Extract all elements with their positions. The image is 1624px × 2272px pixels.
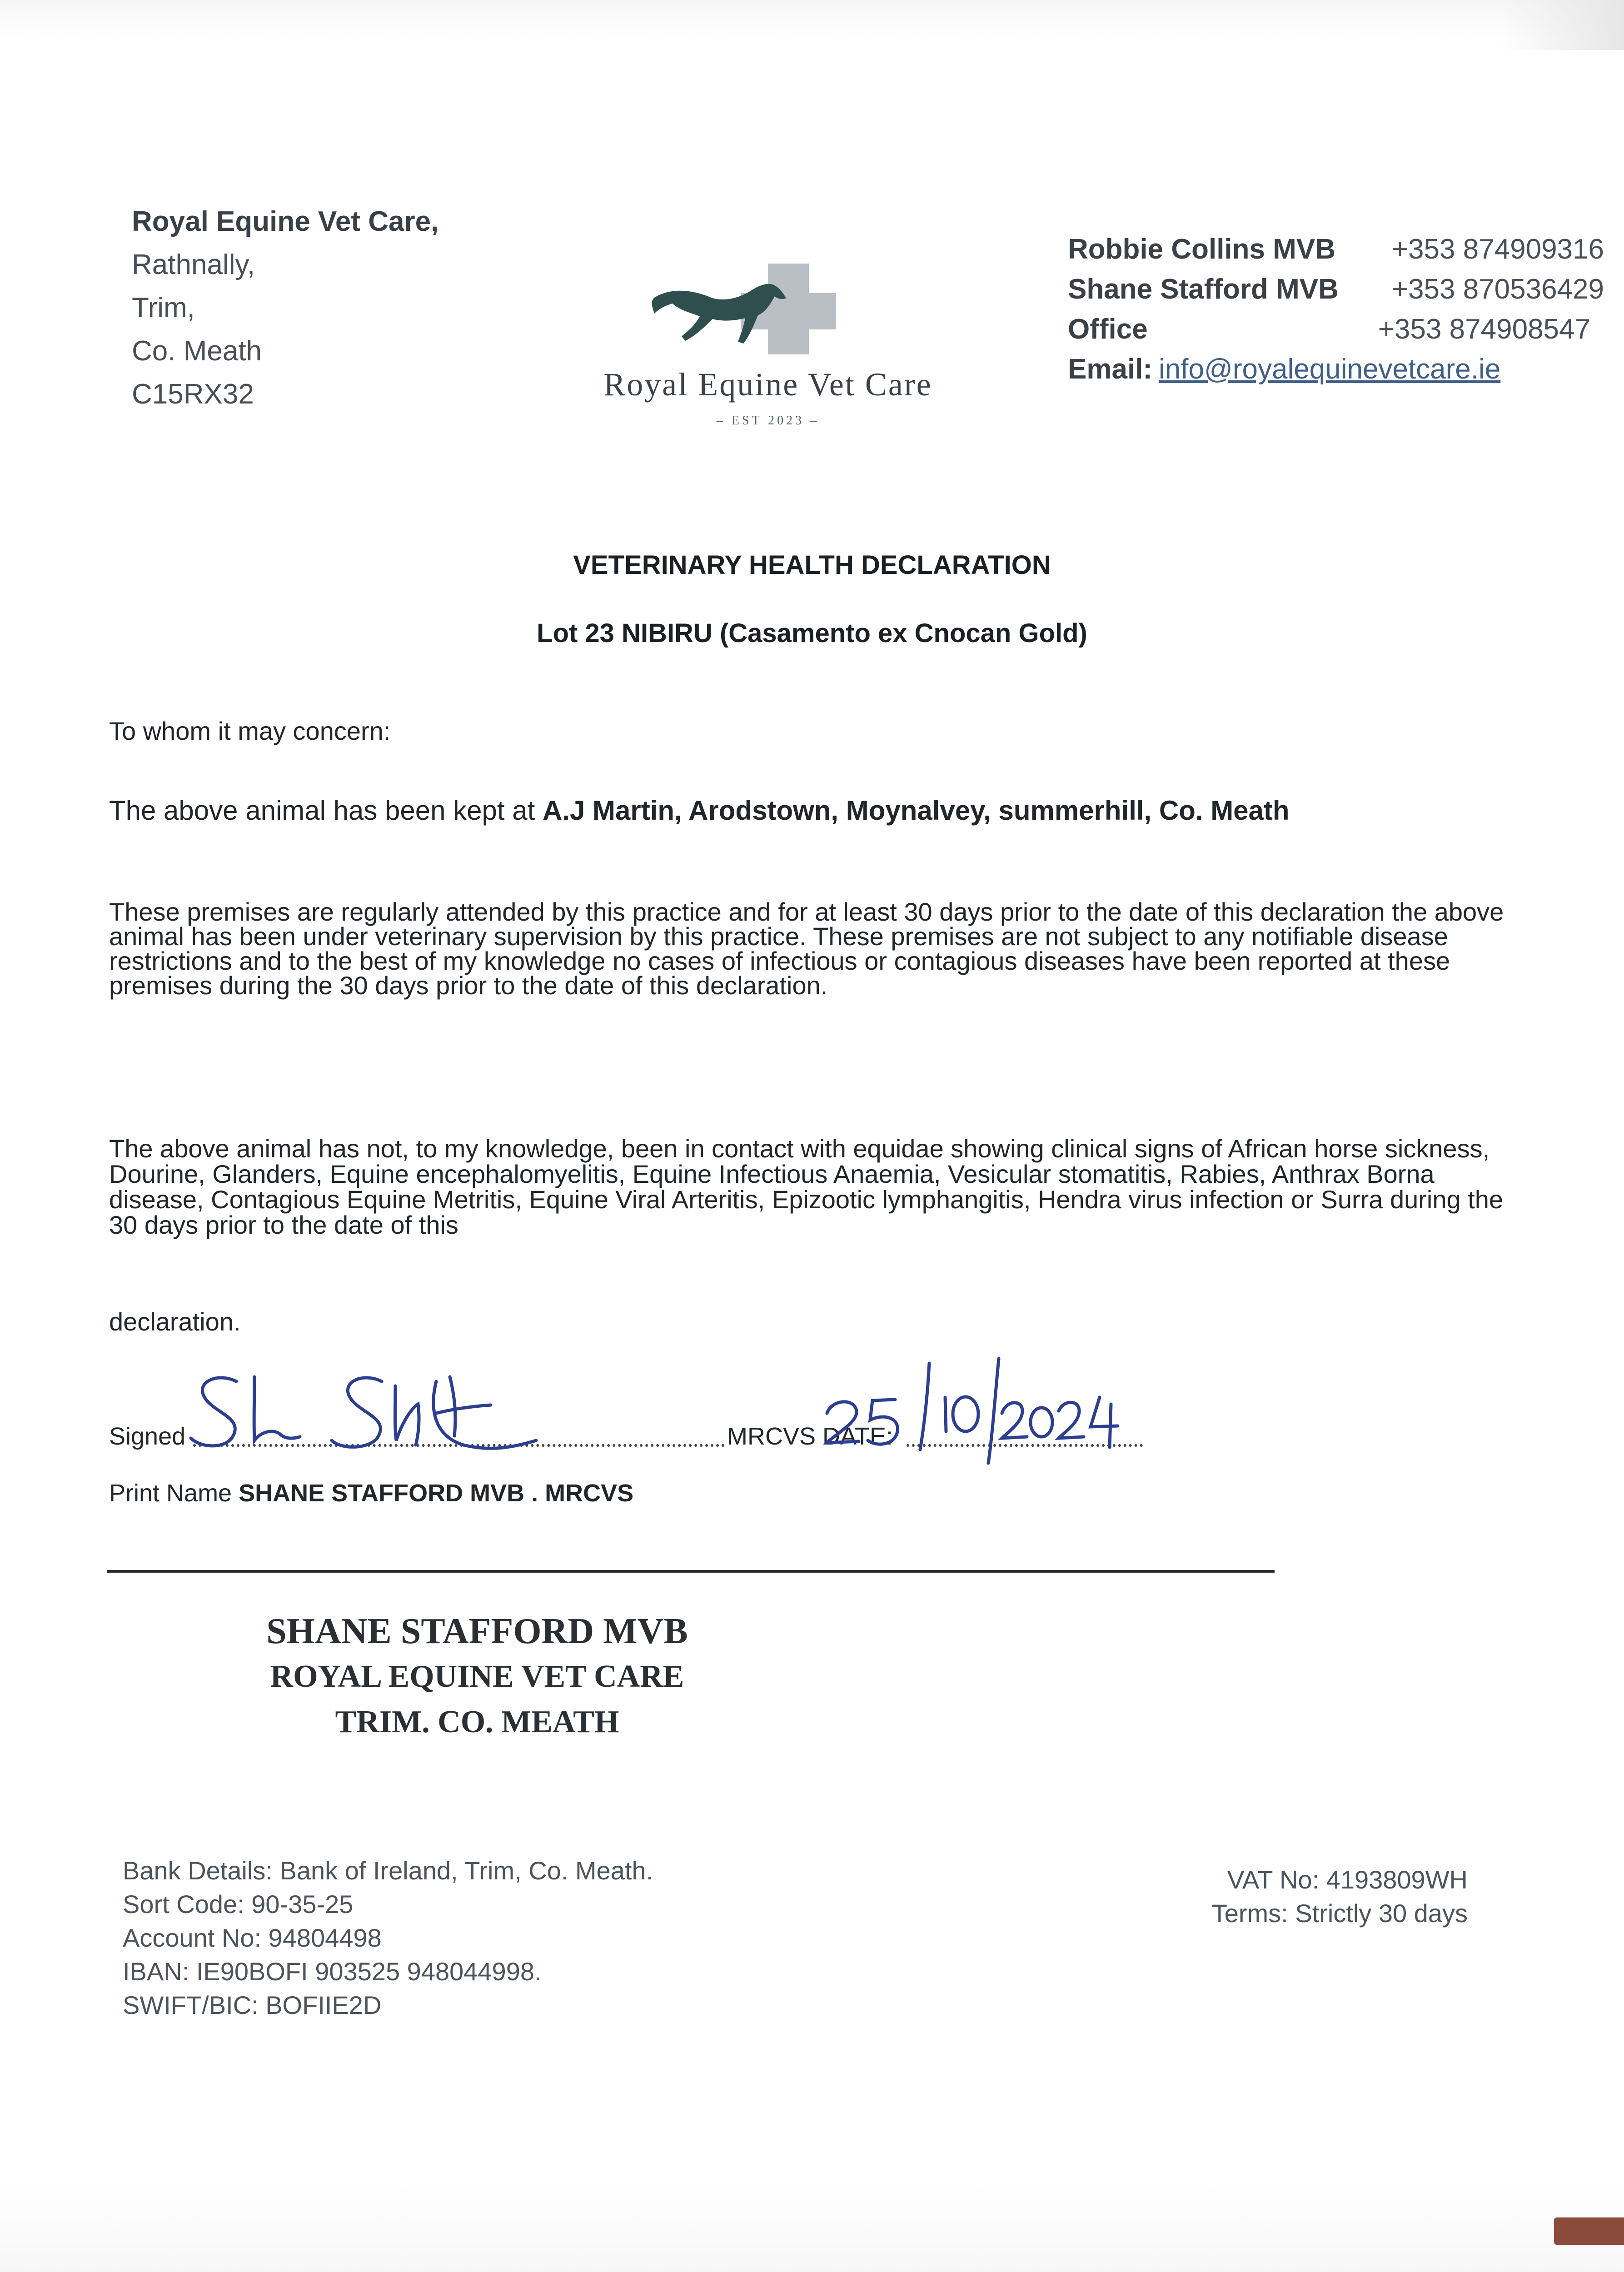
bank-details <box>123 1854 653 2022</box>
salutation: To whom it may concern: <box>109 717 391 745</box>
mrcvs-date-label: MRCVS DATE: <box>727 1423 893 1450</box>
contact-phone: +353 874908547 <box>1378 314 1590 345</box>
contact-row <box>1068 269 1604 309</box>
address-line: C15RX32 <box>132 379 254 410</box>
scan-shadow <box>1499 0 1624 50</box>
kept-prefix: The above animal has been kept at <box>109 795 543 826</box>
document-title: VETERINARY HEALTH DECLARATION <box>573 550 1051 580</box>
address-line: Co. Meath <box>132 335 262 367</box>
contact-row <box>1068 309 1604 349</box>
stamp-line: TRIM. CO. MEATH <box>335 1704 619 1739</box>
signed-label: Signed <box>109 1423 186 1450</box>
contact-name: Shane Stafford MVB <box>1068 274 1339 305</box>
contact-phone: +353 870536429 <box>1391 274 1604 305</box>
logo-established: – EST 2023 – <box>716 414 820 428</box>
contact-name: Robbie Collins MVB <box>1068 234 1335 265</box>
lot-heading: Lot 23 NIBIRU (Casamento ex Cnocan Gold) <box>537 618 1087 648</box>
practice-name: Royal Equine Vet Care, <box>132 206 439 237</box>
handwritten-date <box>809 1345 1127 1481</box>
vat-number: VAT No: 4193809WH <box>1227 1865 1468 1894</box>
contact-row <box>1068 349 1604 389</box>
logo-wordmark: Royal Equine Vet Care <box>603 366 932 403</box>
scan-corner-mark <box>1554 2217 1624 2245</box>
address-line: Rathnally, <box>132 249 255 280</box>
stamp-line: SHANE STAFFORD MVB <box>266 1611 688 1651</box>
contact-phone: +353 874909316 <box>1391 234 1604 265</box>
practice-logo <box>559 254 977 454</box>
handwritten-signature <box>182 1354 591 1463</box>
galloping-horse-with-cross-icon <box>636 254 909 364</box>
iban: IBAN: IE90BOFI 903525 948044998. <box>123 1957 542 1986</box>
vat-block <box>1181 1863 1468 1930</box>
payment-terms: Terms: Strictly 30 days <box>1211 1899 1468 1928</box>
email-label: Email: <box>1068 354 1153 385</box>
separator-rule <box>107 1570 1275 1573</box>
premises-paragraph: These premises are regularly attended by this practice and for at least 30 days prior to the date of this declaration the above animal has been under veterinary supervision by this practice. These premises are not subject to any notifiable disease restrictions and to the best of my knowledge no cases of infectious or contagious diseases have been reported at these premises during the 30 days prior to the date of this declaration. <box>109 897 1504 1000</box>
practice-stamp <box>227 1609 727 1745</box>
print-name-value: SHANE STAFFORD MVB . MRCVS <box>239 1480 634 1507</box>
stamp-line: ROYAL EQUINE VET CARE <box>270 1659 684 1694</box>
practice-address <box>132 200 438 416</box>
print-name-label: Print Name <box>109 1480 239 1507</box>
contact-paragraph: The above animal has not, to my knowledge, been in contact with equidae showing clinical signs of African horse sickness, Dourine, Glanders, Equine encephalomyelitis, Equine Infectious Anaemia, Vesicular stomatitis, Rabies, Anthrax Borna disease, Contagious Equine Metritis, Equine Viral Arteritis, Epizootic lymphangitis, Hendra virus infection or Surra during the 30 days prior to the date of this <box>109 1134 1504 1239</box>
contact-name: Office <box>1068 314 1148 345</box>
print-name-line <box>109 1479 633 1507</box>
kept-statement <box>109 797 1518 824</box>
contact-row <box>1068 229 1604 269</box>
account-number: Account No: 94804498 <box>123 1923 382 1952</box>
address-line: Trim, <box>132 292 195 324</box>
contact-block <box>1068 229 1604 389</box>
sort-code: Sort Code: 90-35-25 <box>123 1890 354 1918</box>
email-link[interactable]: info@royalequinevetcare.ie <box>1159 354 1501 385</box>
swift-bic: SWIFT/BIC: BOFIIE2D <box>123 1991 382 2019</box>
bank-line: Bank Details: Bank of Ireland, Trim, Co. Meath. <box>123 1856 653 1885</box>
declaration-word: declaration. <box>109 1307 241 1336</box>
kept-location: A.J Martin, Arodstown, Moynalvey, summerhill, Co. Meath <box>542 795 1290 826</box>
